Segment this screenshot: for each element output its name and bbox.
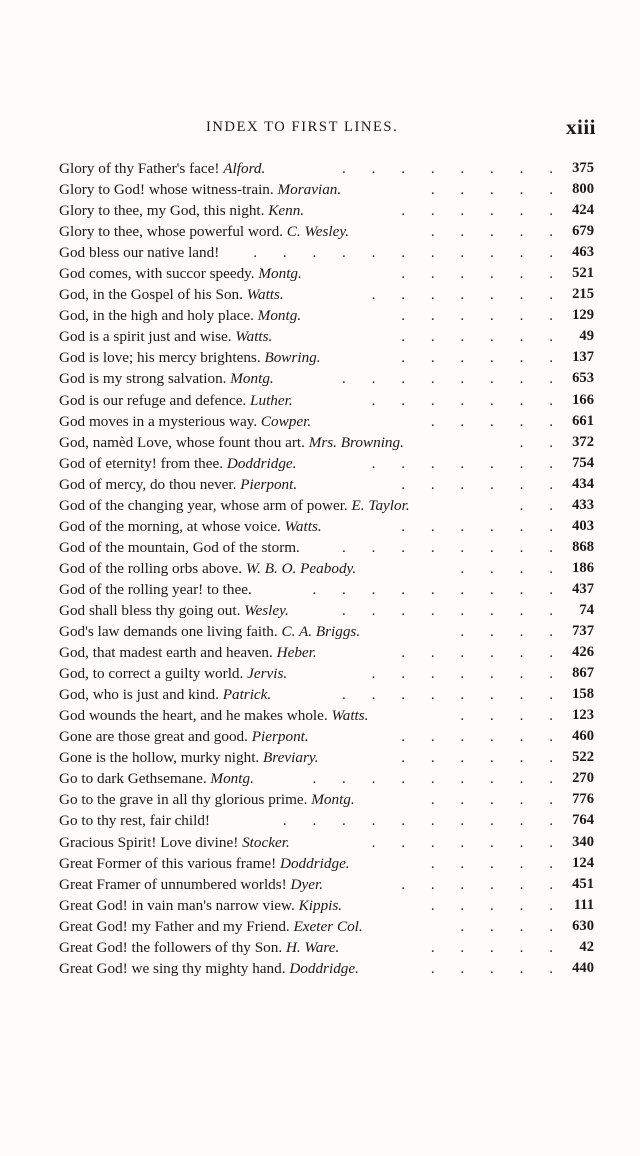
author-name: Breviary. xyxy=(263,749,319,767)
first-line: Great God! my Father and my Friend. xyxy=(59,917,290,935)
author-name: Montg. xyxy=(311,791,355,809)
entry-text xyxy=(59,558,356,579)
first-line: God of mercy, do thou never. xyxy=(59,475,237,493)
author-name: Montg. xyxy=(230,370,274,388)
author-name: Exeter Col. xyxy=(293,917,363,935)
index-entry xyxy=(59,874,594,895)
author-name: Stocker. xyxy=(242,833,290,851)
leader-dots: . . . . . . xyxy=(401,265,564,283)
first-line: Glory of thy Father's face! xyxy=(59,160,220,177)
index-entry xyxy=(59,600,594,621)
author-name: Doddridge. xyxy=(289,959,359,977)
author-name: Watts. xyxy=(331,707,369,725)
index-entry xyxy=(59,663,594,684)
hymn-number: 158 xyxy=(572,686,594,703)
author-name: Montg. xyxy=(258,265,302,283)
hymn-number: 137 xyxy=(572,349,594,366)
author-name: Bowring. xyxy=(264,349,321,367)
first-line: God, to correct a guilty world. xyxy=(59,665,244,683)
index-entry xyxy=(59,305,594,326)
author-name: Luther. xyxy=(250,391,293,409)
hymn-number: 630 xyxy=(572,917,594,934)
entry-text xyxy=(59,747,319,768)
hymn-number: 215 xyxy=(572,286,594,303)
hymn-number: 764 xyxy=(572,812,594,829)
hymn-number: 460 xyxy=(572,728,594,745)
entry-text xyxy=(59,789,355,810)
leader-dots: . . . . . . xyxy=(401,307,564,325)
leader-dots: . . . . . xyxy=(430,896,564,914)
leader-dots: . . . . . . xyxy=(401,475,564,493)
index-entry xyxy=(59,895,594,916)
entry-text xyxy=(59,600,289,621)
entry-text xyxy=(59,326,272,347)
entry-text xyxy=(59,663,287,684)
entry-text xyxy=(59,621,360,642)
leader-dots: . . . . xyxy=(460,917,564,935)
first-line: Gracious Spirit! Love divine! xyxy=(59,833,239,851)
author-name: Dyer. xyxy=(290,875,324,893)
first-line: Go to thy rest, fair child! xyxy=(59,812,210,830)
leader-dots: . . . . . xyxy=(430,854,564,872)
hymn-number: 653 xyxy=(572,370,594,387)
hymn-number: 433 xyxy=(572,496,594,513)
author-name: Montg. xyxy=(257,307,302,325)
leader-dots: . . . . . . . . xyxy=(342,538,564,556)
index-entry xyxy=(59,242,594,263)
author-name: Kenn. xyxy=(268,202,305,220)
leader-dots: . . . . xyxy=(460,707,564,725)
entry-text xyxy=(59,768,254,789)
entry-text xyxy=(59,495,410,516)
first-line: Gone is the hollow, murky night. xyxy=(59,749,260,767)
hymn-number: 451 xyxy=(572,875,594,892)
index-entry xyxy=(59,221,594,242)
hymn-number: 463 xyxy=(572,244,594,261)
leader-dots: . . . . . . . . . . xyxy=(282,812,564,830)
leader-dots: . . . . . . . . . xyxy=(312,770,564,788)
leader-dots: . . . . . . xyxy=(401,644,564,662)
author-name: Cowper. xyxy=(260,412,312,430)
first-line: God of eternity! from thee. xyxy=(59,454,224,472)
author-name: Mrs. Browning. xyxy=(308,433,404,451)
index-entry xyxy=(59,326,594,347)
hymn-number: 868 xyxy=(572,538,594,555)
first-line: God, that madest earth and heaven. xyxy=(59,644,273,662)
hymn-number: 49 xyxy=(579,328,594,345)
leader-dots: . . . . xyxy=(460,559,564,577)
hymn-number: 440 xyxy=(572,959,594,976)
leader-dots: . . . . . . xyxy=(401,728,564,746)
author-name: E. Taylor. xyxy=(351,496,410,514)
index-entry xyxy=(59,916,594,937)
entry-text xyxy=(59,810,210,831)
first-line: Gone are those great and good. xyxy=(59,728,248,746)
first-line: God of the rolling orbs above. xyxy=(59,559,243,577)
author-name: H. Ware. xyxy=(285,938,340,956)
index-entry xyxy=(59,958,594,979)
hymn-number: 74 xyxy=(579,601,594,618)
first-line: God shall bless thy going out. xyxy=(59,601,241,619)
entry-text xyxy=(59,516,322,537)
hymn-number: 679 xyxy=(572,223,594,240)
first-line: God is a spirit just and wise. xyxy=(59,328,232,346)
leader-dots: . . . . . . . xyxy=(371,454,564,472)
entry-text xyxy=(59,537,300,558)
index-entry xyxy=(59,411,594,432)
leader-dots: . . . . . . xyxy=(401,875,564,893)
index-entry xyxy=(59,579,594,600)
leader-dots: . . . . . . . . . xyxy=(312,580,564,598)
hymn-number: 403 xyxy=(572,517,594,534)
author-name: Heber. xyxy=(276,644,317,662)
entry-text xyxy=(59,263,302,284)
leader-dots: . . xyxy=(519,433,564,451)
author-name: C. A. Briggs. xyxy=(281,623,361,641)
first-line: God bless our native land! xyxy=(59,244,220,262)
index-entry xyxy=(59,284,594,305)
leader-dots: . . . . . . xyxy=(401,202,564,220)
index-entry xyxy=(59,789,594,810)
index-entry xyxy=(59,768,594,789)
leader-dots: . . . . . xyxy=(430,959,564,977)
first-line: God wounds the heart, and he makes whole. xyxy=(59,707,328,725)
index-entry xyxy=(59,705,594,726)
first-line: Great Former of this various frame! xyxy=(59,854,277,872)
index-entry xyxy=(59,642,594,663)
entry-text xyxy=(59,347,321,368)
author-name: Pierpont. xyxy=(251,728,309,746)
first-line: Glory to thee, whose powerful word. xyxy=(59,223,283,241)
leader-dots: . . . . . . xyxy=(401,517,564,535)
first-line: God is our refuge and defence. xyxy=(59,391,247,409)
hymn-number: 522 xyxy=(572,749,594,766)
index-entry xyxy=(59,726,594,747)
leader-dots: . . . . . . . xyxy=(371,665,564,683)
leader-dots: . . . . . xyxy=(430,938,564,956)
entry-text xyxy=(59,200,304,221)
first-line: God is my strong salvation. xyxy=(59,370,227,388)
entry-text xyxy=(59,284,284,305)
index-entry xyxy=(59,263,594,284)
hymn-number: 42 xyxy=(579,938,594,955)
page-number: xiii xyxy=(565,115,596,139)
index-entry xyxy=(59,516,594,537)
hymn-number: 186 xyxy=(572,559,594,576)
entry-text xyxy=(59,895,342,916)
author-name: Watts. xyxy=(284,517,322,535)
leader-dots: . . . . xyxy=(460,623,564,641)
author-name: Doddridge. xyxy=(280,854,350,872)
first-line: Great God! in vain man's narrow view. xyxy=(59,896,295,914)
hymn-number: 166 xyxy=(572,391,594,408)
entry-text xyxy=(59,916,363,937)
index-entry xyxy=(59,200,594,221)
leader-dots: . . . . . xyxy=(430,791,564,809)
entry-text xyxy=(59,305,301,326)
hymn-number: 424 xyxy=(572,202,594,219)
hymn-number: 129 xyxy=(572,307,594,324)
hymn-number: 375 xyxy=(572,160,594,176)
entry-text xyxy=(59,453,296,474)
first-line: God, in the high and holy place. xyxy=(59,307,254,325)
hymn-number: 111 xyxy=(573,896,594,913)
hymn-number: 434 xyxy=(572,475,594,492)
entry-text xyxy=(59,368,274,389)
entry-text xyxy=(59,474,297,495)
first-line: God of the changing year, whose arm of power. xyxy=(59,496,348,514)
index-entry xyxy=(59,937,594,958)
leader-dots: . . . . . . . . xyxy=(342,370,564,388)
first-line: God comes, with succor speedy. xyxy=(59,265,255,283)
first-line: God, namèd Love, whose fount thou art. xyxy=(59,433,305,451)
author-name: Watts. xyxy=(246,286,284,304)
author-name: Jervis. xyxy=(247,665,288,683)
hymn-number: 123 xyxy=(572,707,594,724)
first-line: God, who is just and kind. xyxy=(59,686,219,704)
index-entry xyxy=(59,179,594,200)
leader-dots: . . . . . . . . . . . xyxy=(253,244,564,262)
hymn-number: 340 xyxy=(572,833,594,850)
first-line: God, in the Gospel of his Son. xyxy=(59,286,243,304)
entry-text xyxy=(59,411,311,432)
entry-text xyxy=(59,179,341,200)
index-entry xyxy=(59,390,594,411)
author-name: C. Wesley. xyxy=(286,223,350,241)
author-name: Moravian. xyxy=(277,181,342,199)
leader-dots: . . . . . . . . xyxy=(342,160,564,177)
hymn-number: 124 xyxy=(572,854,594,871)
first-line: God of the mountain, God of the storm. xyxy=(59,538,300,556)
entry-text xyxy=(59,432,404,453)
first-line: Great Framer of unnumbered worlds! xyxy=(59,875,287,893)
leader-dots: . . . . . . . . xyxy=(342,601,564,619)
index-entry xyxy=(59,368,594,389)
entry-text xyxy=(59,958,359,979)
entry-text xyxy=(59,221,349,242)
leader-dots: . . . . . . . xyxy=(371,833,564,851)
running-title: INDEX TO FIRST LINES. xyxy=(206,119,399,135)
first-line: God's law demands one living faith. xyxy=(59,623,278,641)
entry-text xyxy=(59,158,265,179)
leader-dots: . . . . . xyxy=(430,181,564,199)
hymn-number: 867 xyxy=(572,665,594,682)
leader-dots: . . xyxy=(519,496,564,514)
index-entry xyxy=(59,621,594,642)
index-entry xyxy=(59,684,594,705)
author-name: Patrick. xyxy=(222,686,272,704)
leader-dots: . . . . . xyxy=(430,412,564,430)
first-lines-index xyxy=(59,158,594,979)
hymn-number: 437 xyxy=(572,580,594,597)
hymn-number: 661 xyxy=(572,412,594,429)
entry-text xyxy=(59,726,309,747)
index-entry xyxy=(59,474,594,495)
author-name: Kippis. xyxy=(298,896,343,914)
author-name: Pierpont. xyxy=(240,475,298,493)
entry-text xyxy=(59,705,368,726)
entry-text xyxy=(59,684,271,705)
entry-text xyxy=(59,242,219,263)
hymn-number: 372 xyxy=(572,433,594,450)
leader-dots: . . . . . . xyxy=(401,349,564,367)
first-line: Great God! we sing thy mighty hand. xyxy=(59,959,286,977)
leader-dots: . . . . . xyxy=(430,223,564,241)
leader-dots: . . . . . . . xyxy=(371,391,564,409)
author-name: Wesley. xyxy=(244,601,289,619)
first-line: Go to the grave in all thy glorious prime. xyxy=(59,791,308,809)
hymn-number: 737 xyxy=(572,623,594,640)
entry-text xyxy=(59,937,339,958)
hymn-number: 270 xyxy=(572,770,594,787)
leader-dots: . . . . . . . xyxy=(371,286,564,304)
first-line: Go to dark Gethsemane. xyxy=(59,770,207,788)
leader-dots: . . . . . . . . xyxy=(342,686,564,704)
first-line: God of the rolling year! to thee. xyxy=(59,580,252,598)
index-entry xyxy=(59,558,594,579)
index-entry xyxy=(59,537,594,558)
entry-text xyxy=(59,832,290,853)
author-name: Alford. xyxy=(223,160,266,177)
hymn-number: 754 xyxy=(572,454,594,471)
index-entry xyxy=(59,810,594,831)
entry-text xyxy=(59,874,323,895)
index-entry xyxy=(59,432,594,453)
first-line: Glory to thee, my God, this night. xyxy=(59,202,265,220)
author-name: W. B. O. Peabody. xyxy=(245,559,357,577)
first-line: Great God! the followers of thy Son. xyxy=(59,938,283,956)
entry-text xyxy=(59,853,350,874)
author-name: Montg. xyxy=(210,770,254,788)
author-name: Doddridge. xyxy=(226,454,297,472)
first-line: God is love; his mercy brightens. xyxy=(59,349,261,367)
leader-dots: . . . . . . xyxy=(401,749,564,767)
index-entry xyxy=(59,747,594,768)
author-name: Watts. xyxy=(235,328,273,346)
hymn-number: 426 xyxy=(572,644,594,661)
first-line: God moves in a mysterious way. xyxy=(59,412,258,430)
hymn-number: 776 xyxy=(572,791,594,808)
index-entry xyxy=(59,158,594,179)
leader-dots: . . . . . . xyxy=(401,328,564,346)
index-entry xyxy=(59,347,594,368)
index-entry xyxy=(59,453,594,474)
first-line: God of the morning, at whose voice. xyxy=(59,517,281,535)
index-entry xyxy=(59,853,594,874)
entry-text xyxy=(59,390,293,411)
entry-text xyxy=(59,579,252,600)
entry-text xyxy=(59,642,317,663)
hymn-number: 800 xyxy=(572,181,594,198)
index-entry xyxy=(59,832,594,853)
page-header xyxy=(58,115,596,145)
index-entry xyxy=(59,495,594,516)
hymn-number: 521 xyxy=(572,265,594,282)
first-line: Glory to God! whose witness-train. xyxy=(59,181,274,199)
